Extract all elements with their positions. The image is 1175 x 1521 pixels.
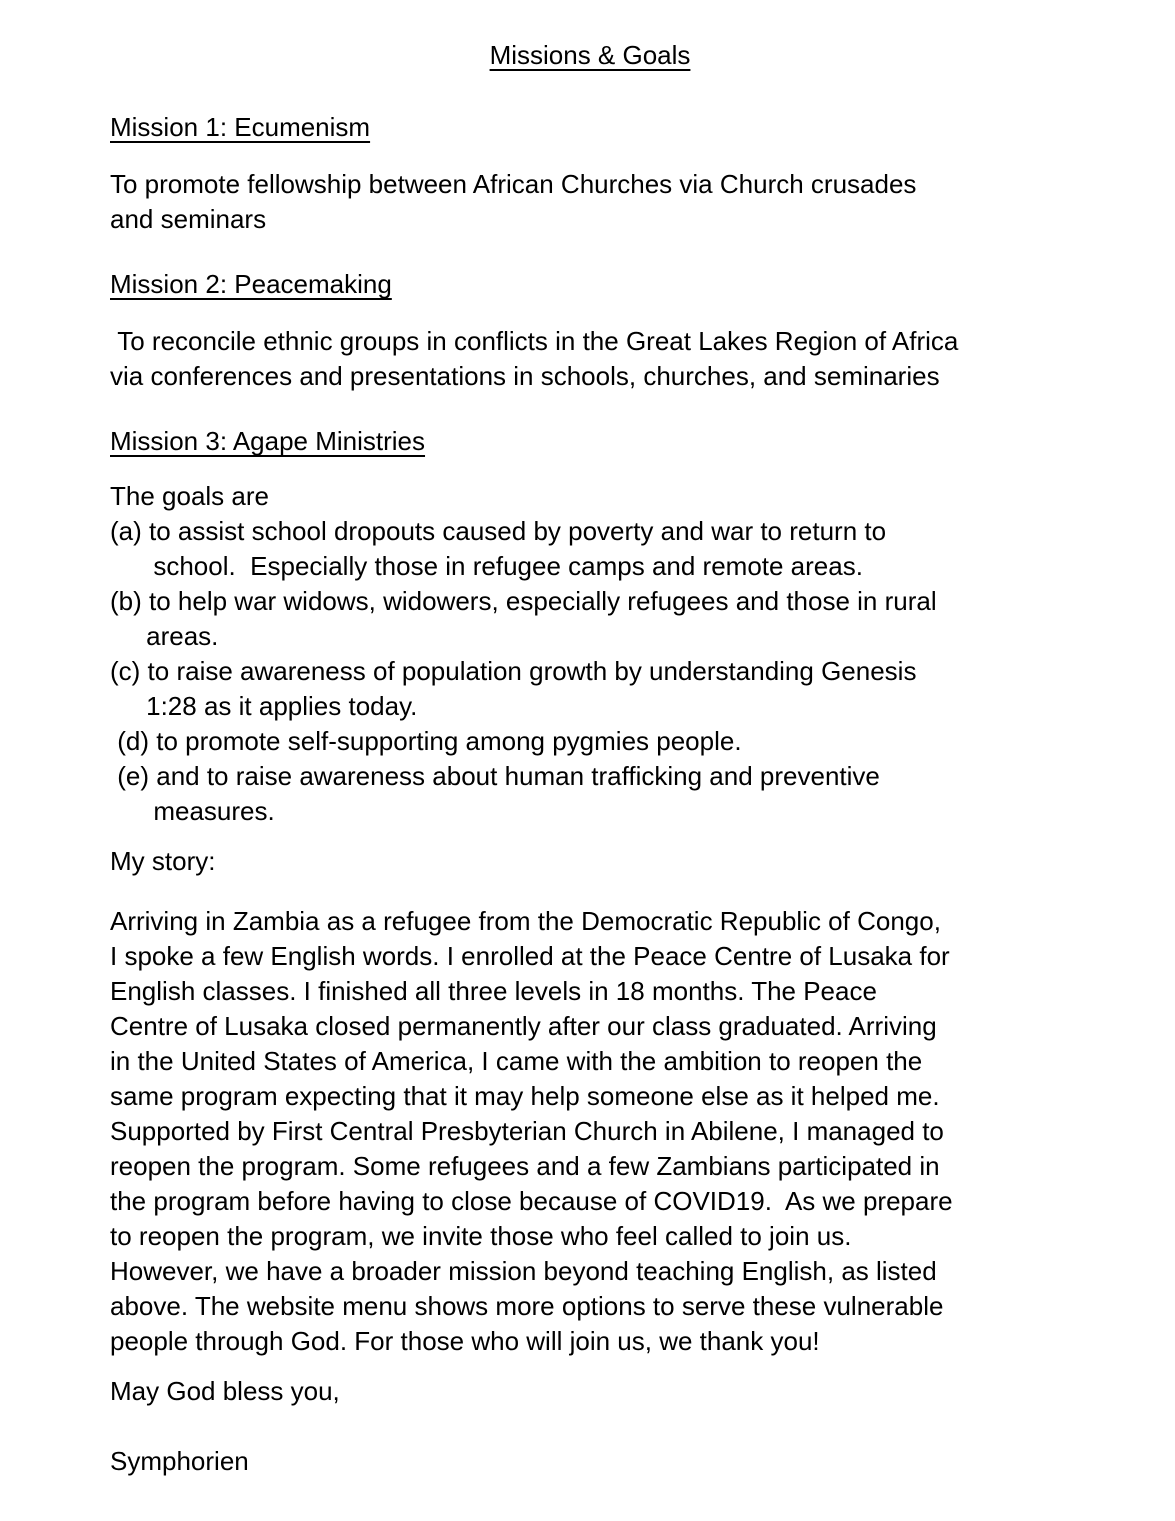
text-line: (e) and to raise awareness about human trafficking and preventive	[110, 761, 880, 791]
signature: Symphorien	[110, 1446, 249, 1476]
my-story-paragraph	[110, 904, 1070, 1359]
text-line: measures.	[110, 796, 275, 826]
text-line: and seminars	[110, 204, 267, 234]
text-line: above. The website menu shows more options to serve these vulnerable	[110, 1291, 944, 1321]
mission-2-heading: Mission 2: Peacemaking	[110, 269, 392, 299]
mission-3-heading: Mission 3: Agape Ministries	[110, 426, 426, 456]
document-title: Missions & Goals	[489, 40, 691, 70]
text-line: reopen the program. Some refugees and a few Zambians participated in	[110, 1151, 940, 1181]
text-line: (a) to assist school dropouts caused by poverty and war to return to	[110, 516, 887, 546]
text-line: However, we have a broader mission beyond teaching English, as listed	[110, 1256, 937, 1286]
my-story-label: My story:	[110, 846, 216, 876]
text-line: (c) to raise awareness of population growth by understanding Genesis	[110, 656, 917, 686]
text-line: To promote fellowship between African Churches via Church crusades	[110, 169, 917, 199]
text-line: to reopen the program, we invite those who feel called to join us.	[110, 1221, 852, 1251]
text-line: The goals are	[110, 481, 269, 511]
mission-2-paragraph	[110, 324, 1070, 394]
text-line: via conferences and presentations in schools, churches, and seminaries	[110, 361, 940, 391]
text-line: school. Especially those in refugee camps and remote areas.	[110, 551, 863, 581]
mission-1-heading: Mission 1: Ecumenism	[110, 112, 371, 142]
text-line: in the United States of America, I came with the ambition to reopen the	[110, 1046, 923, 1076]
text-line: people through God. For those who will join us, we thank you!	[110, 1326, 820, 1356]
text-line: Supported by First Central Presbyterian Church in Abilene, I managed to	[110, 1116, 944, 1146]
text-line: To reconcile ethnic groups in conflicts in the Great Lakes Region of Africa	[110, 326, 959, 356]
text-line: Arriving in Zambia as a refugee from the Democratic Republic of Congo,	[110, 906, 941, 936]
text-line: I spoke a few English words. I enrolled at the Peace Centre of Lusaka for	[110, 941, 950, 971]
closing-line: May God bless you,	[110, 1376, 340, 1406]
mission-1-paragraph	[110, 167, 1070, 237]
text-line: English classes. I finished all three levels in 18 months. The Peace	[110, 976, 877, 1006]
text-line: (d) to promote self-supporting among pygmies people.	[110, 726, 742, 756]
text-line: the program before having to close because of COVID19. As we prepare	[110, 1186, 953, 1216]
text-line: areas.	[110, 621, 219, 651]
mission-3-goals-list	[110, 479, 1070, 829]
text-line: 1:28 as it applies today.	[110, 691, 418, 721]
text-line: (b) to help war widows, widowers, especially refugees and those in rural	[110, 586, 937, 616]
text-line: Centre of Lusaka closed permanently after our class graduated. Arriving	[110, 1011, 937, 1041]
text-line: same program expecting that it may help someone else as it helped me.	[110, 1081, 940, 1111]
